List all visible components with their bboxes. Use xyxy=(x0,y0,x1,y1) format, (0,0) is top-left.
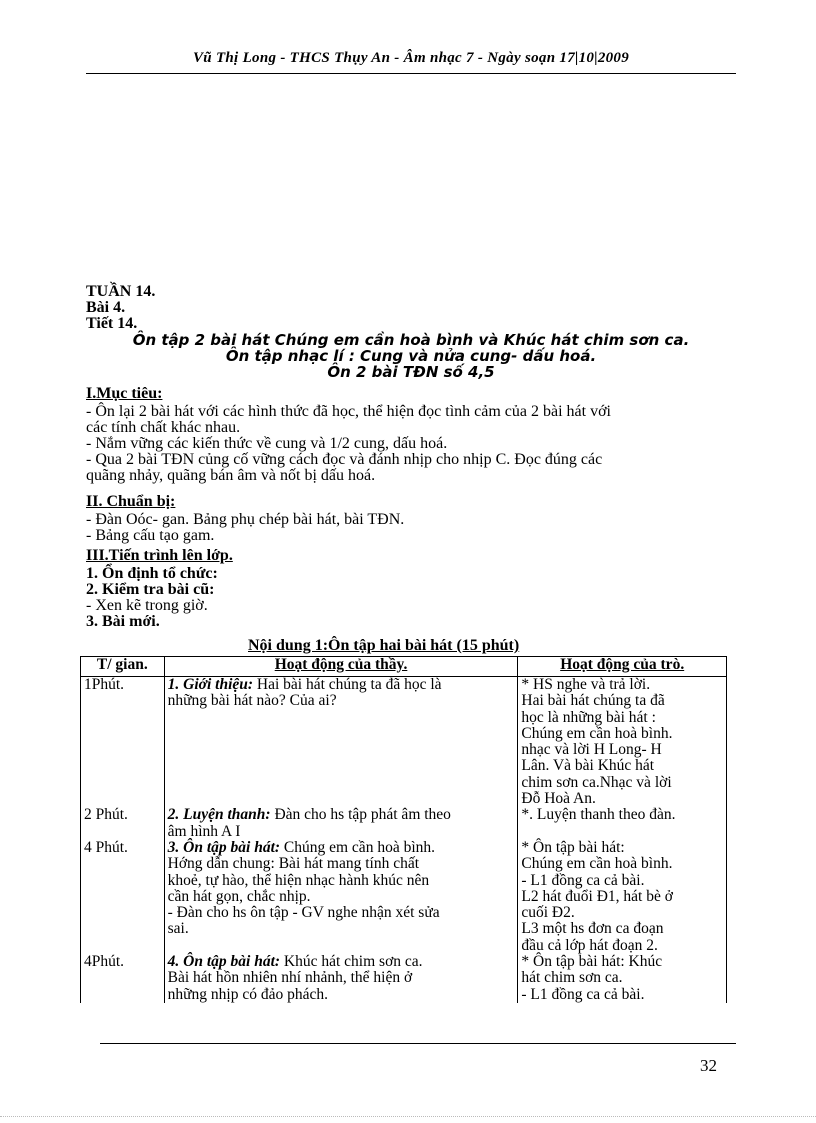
lesson-title-1: Ôn tập 2 bài hát Chúng em cần hoà bình và Khúc hát chim sơn ca. xyxy=(132,331,690,349)
teacher-cell xyxy=(164,954,518,1003)
student-line: L2 hát đuổi Đ1, hát bè ở xyxy=(521,887,673,905)
footer-rule xyxy=(100,1043,736,1044)
procedure-heading: III.Tiến trình lên lớp. xyxy=(86,547,233,564)
student-line: chim sơn ca.Nhạc và lời xyxy=(521,773,672,791)
column-header: Hoạt động của trò. xyxy=(518,657,727,677)
teacher-line: sai. xyxy=(167,920,189,938)
student-cell xyxy=(518,840,727,954)
student-line: - L1 đồng ca cả bài. xyxy=(521,871,645,889)
step-2-note: - Xen kẽ trong giờ. xyxy=(86,597,208,614)
teacher-line: những bài hát nào? Của ai? xyxy=(167,692,337,710)
student-line: - L1 đồng ca cả bài. xyxy=(521,985,645,1003)
table-row xyxy=(81,807,727,840)
teacher-line: những nhịp có đảo phách. xyxy=(167,985,328,1003)
student-line: đầu cả lớp hát đoạn 2. xyxy=(521,936,658,954)
objective-line: - Ôn lại 2 bài hát với các hình thức đã học, thể hiện đọc tình cảm của 2 bài hát với xyxy=(86,403,611,420)
student-line: hát chim sơn ca. xyxy=(521,969,623,987)
teacher-line: âm hình A I xyxy=(167,822,241,840)
activity-title: 2. Luyện thanh: xyxy=(167,806,271,824)
student-line: Lân. Và bài Khúc hát xyxy=(521,757,655,775)
student-line: nhạc và lời H Long- H xyxy=(521,741,662,759)
teacher-cell xyxy=(164,677,518,808)
teacher-line: cần hát gọn, chắc nhịp. xyxy=(167,887,311,905)
procedure-section xyxy=(86,548,736,630)
activity-title: 3. Ôn tập bài hát: xyxy=(167,838,281,856)
objective-line: - Qua 2 bài TĐN củng cố vững cách đọc và đánh nhịp cho nhịp C. Đọc đúng các xyxy=(86,451,603,468)
page-edge-divider xyxy=(0,1116,816,1117)
teacher-line: - Đàn cho hs ôn tập - GV nghe nhận xét sửa xyxy=(167,904,440,922)
header-rule xyxy=(86,73,736,74)
student-line: Chúng em cần hoà bình. xyxy=(521,855,673,873)
period-label: Tiết 14. xyxy=(86,315,138,332)
table-header-row xyxy=(81,657,727,677)
teacher-line: Đàn cho hs tập phát âm theo xyxy=(270,806,451,824)
student-line: học là những bài hát : xyxy=(521,708,656,726)
preparation-line: - Đàn Oóc- gan. Bảng phụ chép bài hát, bài TĐN. xyxy=(86,511,405,528)
student-line: *. Luyện thanh theo đàn. xyxy=(521,806,676,824)
step-2: 2. Kiểm tra bài cũ: xyxy=(86,581,215,598)
objective-line: các tính chất khác nhau. xyxy=(86,419,241,436)
objective-line: - Nắm vững các kiến thức về cung và 1/2 cung, dấu hoá. xyxy=(86,435,448,452)
table-row xyxy=(81,677,727,808)
student-cell xyxy=(518,954,727,1003)
table-caption: Nội dung 1:Ôn tập hai bài hát (15 phút) xyxy=(248,637,520,654)
column-header: T/ gian. xyxy=(81,657,165,677)
objective-line: quãng nhảy, quãng bán âm và nốt bị dấu hoá. xyxy=(86,467,376,484)
objectives-section xyxy=(86,386,736,484)
teacher-line: Khúc hát chim sơn ca. xyxy=(280,953,423,971)
preparation-line: - Bảng cấu tạo gam. xyxy=(86,527,215,544)
page-header: Vũ Thị Long - THCS Thụy An - Âm nhạc 7 - Ngày soạn 17|10|2009 xyxy=(192,50,630,66)
student-cell xyxy=(518,807,727,840)
preparation-section xyxy=(86,494,736,544)
teacher-cell xyxy=(164,840,518,954)
objectives-heading: I.Mục tiêu: xyxy=(86,385,163,402)
teacher-cell xyxy=(164,807,518,840)
student-line: Hai bài hát chúng ta đã xyxy=(521,692,665,710)
table-row xyxy=(81,954,727,1003)
lesson-title-2: Ôn tập nhạc lí : Cung và nửa cung- dấu hoá. xyxy=(225,347,597,365)
student-line: * HS nghe và trả lời. xyxy=(521,676,651,693)
teacher-line: Chúng em cần hoà bình. xyxy=(280,838,436,856)
student-line: * Ôn tập bài hát: xyxy=(521,838,625,856)
week-label: TUẦN 14. xyxy=(86,283,156,300)
page-number: 32 xyxy=(700,1056,717,1075)
lesson-label: Bài 4. xyxy=(86,299,126,316)
teacher-line: khoẻ, tự hào, thể hiện nhạc hành khúc nên xyxy=(167,871,430,889)
student-line: L3 một hs đơn ca đoạn xyxy=(521,920,664,938)
preparation-heading: II. Chuẩn bị: xyxy=(86,493,176,510)
time-cell: 4Phút. xyxy=(81,954,165,1003)
title-block xyxy=(86,284,736,380)
step-1: 1. Ổn định tổ chức: xyxy=(86,565,218,582)
student-cell xyxy=(518,677,727,808)
step-3: 3. Bài mới. xyxy=(86,613,160,630)
time-cell: 2 Phút. xyxy=(81,807,165,840)
lesson-title-3: Ôn 2 bài TĐN số 4,5 xyxy=(327,363,495,381)
activity-title: 1. Giới thiệu: xyxy=(167,676,254,693)
student-line: * Ôn tập bài hát: Khúc xyxy=(521,953,663,971)
student-line: cuối Đ2. xyxy=(521,904,575,922)
column-header: Hoạt động của thầy. xyxy=(164,657,518,677)
activity-table xyxy=(80,656,727,1003)
teacher-line: Bài hát hồn nhiên nhí nhảnh, thể hiện ở xyxy=(167,969,413,987)
teacher-line: Hai bài hát chúng ta đã học là xyxy=(253,676,442,693)
teacher-line: Hớng dẫn chung: Bài hát mang tính chất xyxy=(167,855,420,873)
student-line: Chúng em cần hoà bình. xyxy=(521,724,673,742)
activity-title: 4. Ôn tập bài hát: xyxy=(167,953,281,971)
table-row xyxy=(81,840,727,954)
time-cell: 1Phút. xyxy=(81,677,165,808)
student-line: Đỗ Hoà An. xyxy=(521,790,596,808)
time-cell: 4 Phút. xyxy=(81,840,165,954)
